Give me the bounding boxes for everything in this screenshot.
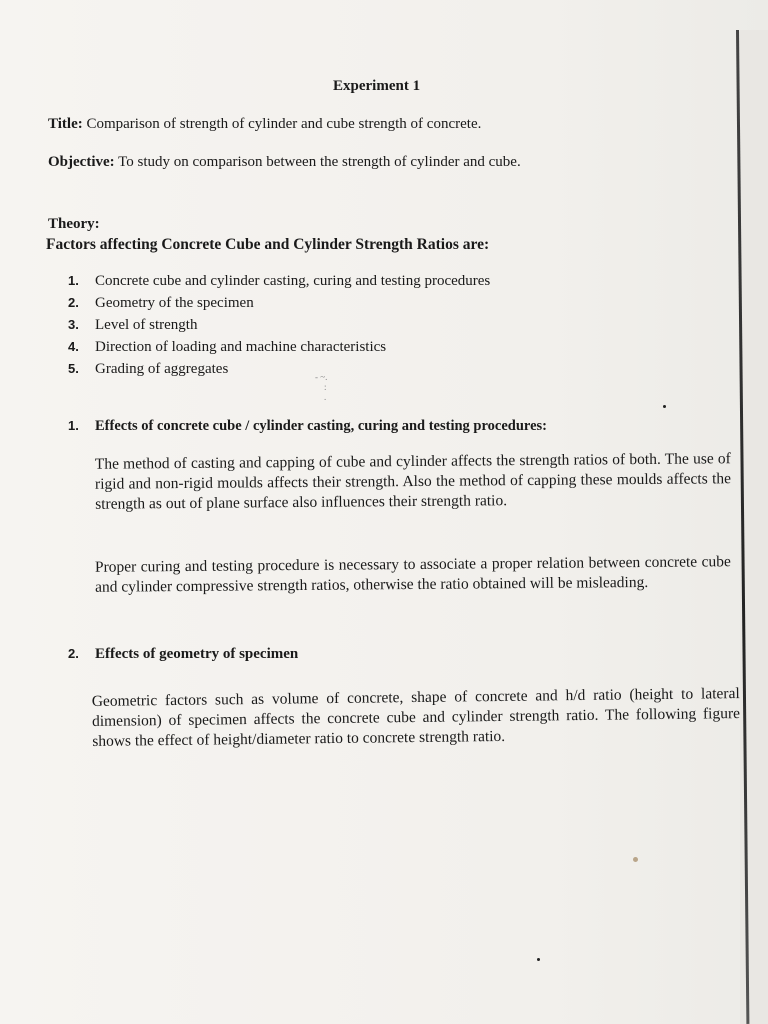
section-2-paragraph-1: Geometric factors such as volume of concrete, shape of concrete and h/d ratio (height to lateral dimension) of specimen affects the concrete cube and cylinder strength ratio. The following figure shows the effect of height/diameter ratio to concrete strength ratio. bbox=[91, 685, 741, 750]
list-item: 5. Grading of aggregates bbox=[68, 361, 229, 377]
section-1-paragraph-2: Proper curing and testing procedure is necessary to associate a proper relation between concrete cube and cylinder compressive strength ratios, otherwise the ratio obtained will be misleading. bbox=[94, 553, 731, 596]
factors-heading: Factors affecting Concrete Cube and Cylinder Strength Ratios are: bbox=[46, 236, 490, 253]
stain-icon bbox=[633, 857, 638, 862]
experiment-title: Experiment 1 bbox=[333, 78, 421, 94]
list-item: 1. Concrete cube and cylinder casting, curing and testing procedures bbox=[68, 273, 491, 289]
ink-smudge-icon: - ~. : . bbox=[315, 372, 328, 402]
theory-heading: Theory: bbox=[48, 216, 100, 232]
list-item: 4. Direction of loading and machine characteristics bbox=[68, 339, 387, 355]
title-row bbox=[48, 116, 481, 133]
speck-icon bbox=[537, 958, 540, 961]
section-1-heading: 1. Effects of concrete cube / cylinder casting, curing and testing procedures: bbox=[68, 418, 547, 434]
objective-label: Objective: bbox=[48, 154, 115, 170]
section-1-paragraph-1: The method of casting and capping of cube and cylinder affects the strength ratios of both. The use of rigid and non-rigid moulds affects their strength. Also the method of capping these moulds affects the strength as out of plane surface also influences their strength ratio. bbox=[94, 450, 732, 513]
title-label: Title: bbox=[48, 116, 83, 132]
objective-row bbox=[48, 154, 521, 171]
title-text: Comparison of strength of cylinder and cube strength of concrete. bbox=[86, 116, 482, 132]
speck-icon bbox=[663, 405, 666, 408]
list-item: 2. Geometry of the specimen bbox=[68, 295, 254, 311]
factor-list bbox=[68, 270, 490, 380]
section-2-heading: 2. Effects of geometry of specimen bbox=[68, 646, 299, 662]
objective-text: To study on comparison between the strength of cylinder and cube. bbox=[118, 154, 521, 170]
list-item: 3. Level of strength bbox=[68, 317, 198, 333]
